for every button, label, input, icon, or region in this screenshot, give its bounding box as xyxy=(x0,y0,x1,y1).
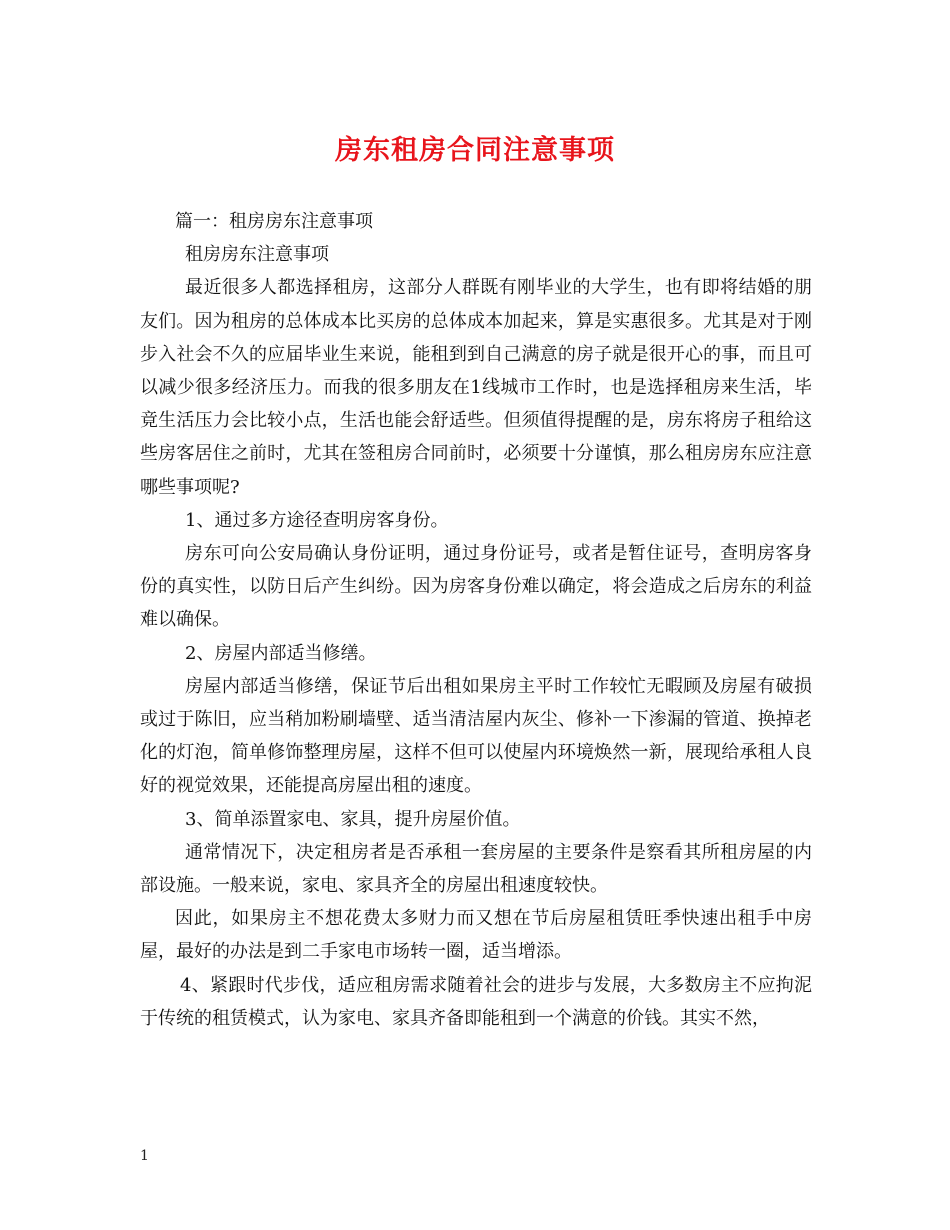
document-body xyxy=(140,205,812,1035)
document-title: 房东租房合同注意事项 xyxy=(335,135,615,166)
list-item-heading: 4、紧跟时代步伐，适应租房需求随着社会的进步与发展，大多数房主不应拘泥于传统的租赁模式，认为家电、家具齐备即能租到一个满意的价钱。其实不然， xyxy=(140,974,812,1029)
list-item-heading: 3、简单添置家电、家具，提升房屋价值。 xyxy=(185,808,521,830)
list-item-heading: 2、房屋内部适当修缮。 xyxy=(185,642,377,664)
paragraph: 房屋内部适当修缮，保证节后出租如果房主平时工作较忙无暇顾及房屋有破损或过于陈旧，应当稍加粉刷墙壁、适当清洁屋内灰尘、修补一下渗漏的管道、换掉老化的灯泡，简单修饰整理房屋，这样不但可以使屋内环境焕然一新，展现给承租人良好的视觉效果，还能提高房屋出租的速度。 xyxy=(140,675,812,797)
paragraph: 通常情况下，决定租房者是否承租一套房屋的主要条件是察看其所租房屋的内部设施。一般来说，家电、家具齐全的房屋出租速度较快。 xyxy=(140,841,812,897)
list-item-heading: 1、通过多方途径查明房客身份。 xyxy=(185,509,449,531)
paragraph: 最近很多人都选择租房，这部分人群既有刚毕业的大学生，也有即将结婚的朋友们。因为租房的总体成本比买房的总体成本加起来，算是实惠很多。尤其是对于刚步入社会不久的应届毕业生来说，能租到到自己满意的房子就是很开心的事，而且可以减少很多经济压力。而我的很多朋友在1线城市工作时，也是选择租房来生活，毕竟生活压力会比较小点，生活也能会舒适些。但须值得提醒的是，房东将房子租给这些房客居住之前时，尤其在签租房合同前时，必须要十分谨慎，那么租房房东应注意哪些事项呢? xyxy=(140,277,812,498)
section-heading: 篇一：租房房东注意事项 xyxy=(175,211,373,232)
subheading: 租房房东注意事项 xyxy=(185,244,329,266)
page-number: 1 xyxy=(140,1148,149,1164)
paragraph: 因此，如果房主不想花费太多财力而又想在节后房屋租赁旺季快速出租手中房屋，最好的办法是到二手家电市场转一圈，适当增添。 xyxy=(140,908,812,963)
paragraph: 房东可向公安局确认身份证明，通过身份证号，或者是暂住证号，查明房客身份的真实性，以防日后产生纠纷。因为房客身份难以确定，将会造成之后房东的利益难以确保。 xyxy=(140,543,812,631)
